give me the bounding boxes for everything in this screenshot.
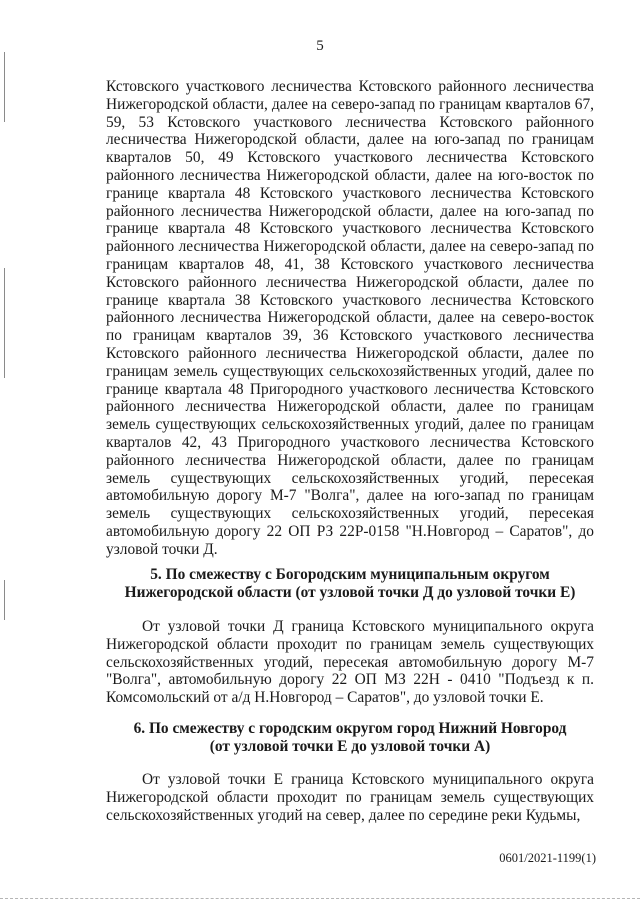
paragraph-continuation: Кстовского участкового лесничества Кстовского районного лесничества Нижегородской области, далее на северо-запад по границам кварталов 67, 59, 53 Кстовского участкового лесничества Кстовского районного лесничества Нижегородской области, далее на юго-запад по границам кварталов 50, 49 Кстовского участкового лесничества Кстовского районного лесничества Нижегородской области, далее на юго-восток по границе квартала 48 Кстовского участкового лесничества Кстовского районного лесничества Нижегородской области, далее на юго-запад по границе квартала 48 Кстовского участкового лесничества Кстовского районного лесничества Нижегородской области, далее на северо-запад по границам кварталов 48, 41, 38 Кстовского участкового лесничества Кстовского районного лесничества Нижегородской области, далее по границе квартала 38 Кстовского участкового лесничества Кстовского районного лесничества Нижегородской области, далее на северо-восток по границам кварталов 39, 36 Кстовского участкового лесничества Кстовского районного лесничества Нижегородской области, далее по границам земель существующих сельскохозяйственных угодий, далее по границе квартала 48 Пригородного участкового лесничества Кстовского районного лесничества Нижегородской области, далее по границам земель существующих сельскохозяйственных угодий, далее по границам кварталов 42, 43 Пригородного участкового лесничества Кстовского районного лесничества Нижегородской области, далее по границам земель существующих сельскохозяйственных угодий, пересекая автомобильную дорогу М-7 "Волга", далее на юго-запад по границам земель существующих сельскохозяйственных угодий, пересекая автомобильную дорогу 22 ОП РЗ 22Р-0158 "Н.Новгород – Саратов", до узловой точки Д. (106, 78, 594, 558)
section-6-heading-line1: 6. По смежеству с городским округом город Нижний Новгород (133, 720, 567, 737)
scan-edge-mark (4, 580, 5, 620)
page-number: 5 (316, 38, 324, 54)
document-code: 0601/2021-1199(1) (499, 851, 596, 865)
section-6-heading (106, 720, 594, 756)
scan-edge-mark (4, 268, 5, 378)
bottom-divider (0, 898, 640, 899)
section-5-paragraph: От узловой точки Д граница Кстовского муниципального округа Нижегородской области проходит по границам земель существующих сельскохозяйственных угодий, пересекая автомобильную дорогу М-7 "Волга", автомобильную дорогу 22 ОП МЗ 22Н - 0410 "Подъезд к п. Комсомольский от а/д Н.Новгород – Саратов", до узловой точки Е. (106, 618, 594, 707)
section-5-heading-line2: Нижегородской области (от узловой точки Д до узловой точки Е) (124, 584, 576, 601)
section-5-heading-line1: 5. По смежеству с Богородским муниципальным округом (150, 566, 550, 583)
scan-edge-mark (4, 52, 5, 122)
section-5-heading (106, 566, 594, 602)
section-6-paragraph: От узловой точки Е граница Кстовского муниципального округа Нижегородской области проходит по границам земель существующих сельскохозяйственных угодий на север, далее по середине реки Кудьмы, (106, 771, 594, 824)
section-6-heading-line2: (от узловой точки Е до узловой точки А) (209, 738, 491, 755)
